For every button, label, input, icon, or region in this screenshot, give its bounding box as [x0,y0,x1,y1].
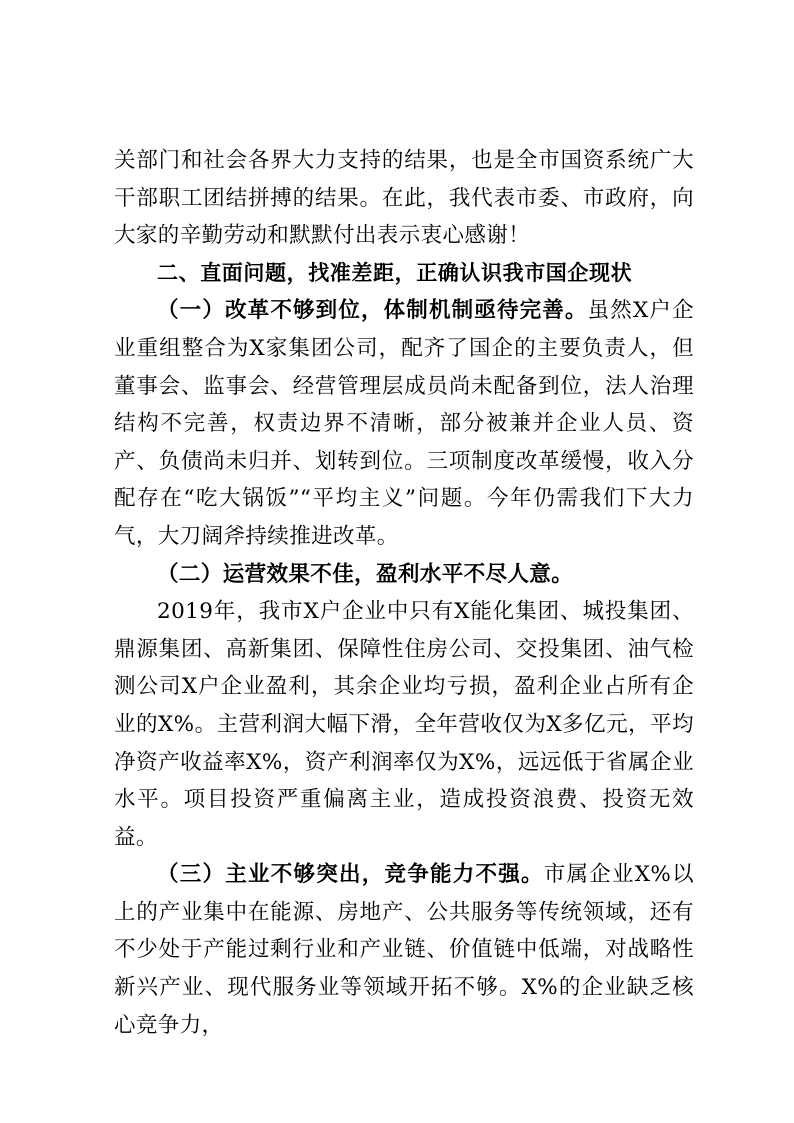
paragraph-reform [114,292,694,555]
document-body [114,142,694,1044]
paragraph-main-business-text: 市属企业X%以上的产业集中在能源、房地产、公共服务等传统领域，还有不少处于产能过剩行业和产业链、价值链中低端，对战略性新兴产业、现代服务业等领域开拓不够。X%的企业缺乏核心竞争力， [114,862,694,1038]
subheading-operation: （二）运营效果不佳，盈利水平不尽人意。 [157,561,574,587]
paragraph-reform-text: 虽然X户企业重组整合为X家集团公司，配齐了国企的主要负责人，但董事会、监事会、经营管理层成员尚未配备到位，法人治理结构不完善，权责边界不清晰，部分被兼并企业人员、资产、负债尚未归并、划转到位。三项制度改革缓慢，收入分配存在“吃大锅饭”“平均主义”问题。今年仍需我们下大力气，大刀阔斧持续推进改革。 [114,298,694,549]
paragraph-operation: 2019年，我市X户企业中只有X能化集团、城投集团、鼎源集团、高新集团、保障性住房公司、交投集团、油气检测公司X户企业盈利，其余企业均亏损，盈利企业占所有企业的X%。主营利润大幅下滑，全年营收仅为X多亿元，平均净资产收益率X%，资产利润率仅为X%，远远低于省属企业水平。项目投资严重偏离主业，造成投资浪费、投资无效益。 [114,599,694,850]
paragraph-gratitude: 关部门和社会各界大力支持的结果，也是全市国资系统广大干部职工团结拼搏的结果。在此，我代表市委、市政府，向大家的辛勤劳动和默默付出表示衷心感谢！ [114,148,694,249]
subheading-main-business: （三）主业不够突出，竞争能力不强。 [157,862,544,888]
paragraph-main-business [114,856,694,1044]
section-heading-2: 二、直面问题，找准差距，正确认识我市国企现状 [157,260,633,285]
subheading-reform: （一）改革不够到位，体制机制亟待完善。 [157,298,588,324]
